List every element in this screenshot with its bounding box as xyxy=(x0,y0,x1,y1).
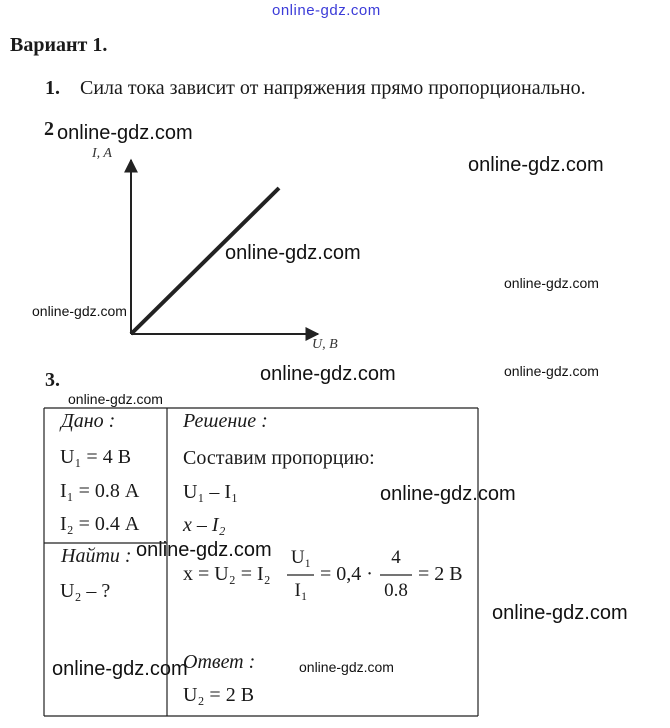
watermark: online-gdz.com xyxy=(136,539,272,561)
watermark: online-gdz.com xyxy=(57,122,193,144)
find-header: Найти : xyxy=(61,545,132,567)
watermark: online-gdz.com xyxy=(260,363,396,385)
watermark: online-gdz.com xyxy=(504,363,599,379)
watermark: online-gdz.com xyxy=(225,242,361,264)
solution-header: Решение : xyxy=(183,410,268,432)
watermark: online-gdz.com xyxy=(299,659,394,675)
fraction-numerator: 4 xyxy=(391,547,401,568)
page-title: Вариант 1. xyxy=(10,34,108,56)
solution-line: x – I₂ xyxy=(183,514,226,536)
given-i2: I₂ = 0.4 А xyxy=(60,513,140,535)
watermark: online-gdz.com xyxy=(52,658,188,680)
solution-line: U₁ – I₁ xyxy=(183,481,239,503)
fraction-numerator: U₁ xyxy=(290,547,312,568)
watermark: online-gdz.com xyxy=(32,303,127,319)
answer-value: U₂ = 2 В xyxy=(183,684,255,706)
watermark: online-gdz.com xyxy=(468,154,604,176)
watermark: online-gdz.com xyxy=(504,275,599,291)
given-i1: I₁ = 0.8 А xyxy=(60,480,140,502)
q1-number: 1. xyxy=(45,77,60,99)
q3-number: 3. xyxy=(45,369,60,391)
q2-number: 2 xyxy=(44,118,54,140)
watermark: online-gdz.com xyxy=(492,602,628,624)
given-header: Дано : xyxy=(61,410,116,432)
x-axis-label: U, B xyxy=(312,337,338,352)
formula-right: = 2 В xyxy=(418,563,463,585)
watermark-top: online-gdz.com xyxy=(272,2,381,19)
q1-text: Сила тока зависит от напряжения прямо пропорционально. xyxy=(80,77,586,99)
answer-header: Ответ : xyxy=(183,651,256,673)
formula-mid: = 0,4 · xyxy=(320,563,373,585)
watermark: online-gdz.com xyxy=(68,391,163,407)
y-axis-label: I, A xyxy=(92,146,112,161)
find-u2: U₂ – ? xyxy=(60,580,111,602)
solution-line: Составим пропорцию: xyxy=(183,447,375,469)
fraction-denominator: 0.8 xyxy=(384,580,408,601)
formula-left: x = U₂ = I₂ xyxy=(183,563,271,585)
fraction-denominator: I₁ xyxy=(294,580,308,601)
given-u1: U₁ = 4 В xyxy=(60,446,132,468)
watermark: online-gdz.com xyxy=(380,483,516,505)
